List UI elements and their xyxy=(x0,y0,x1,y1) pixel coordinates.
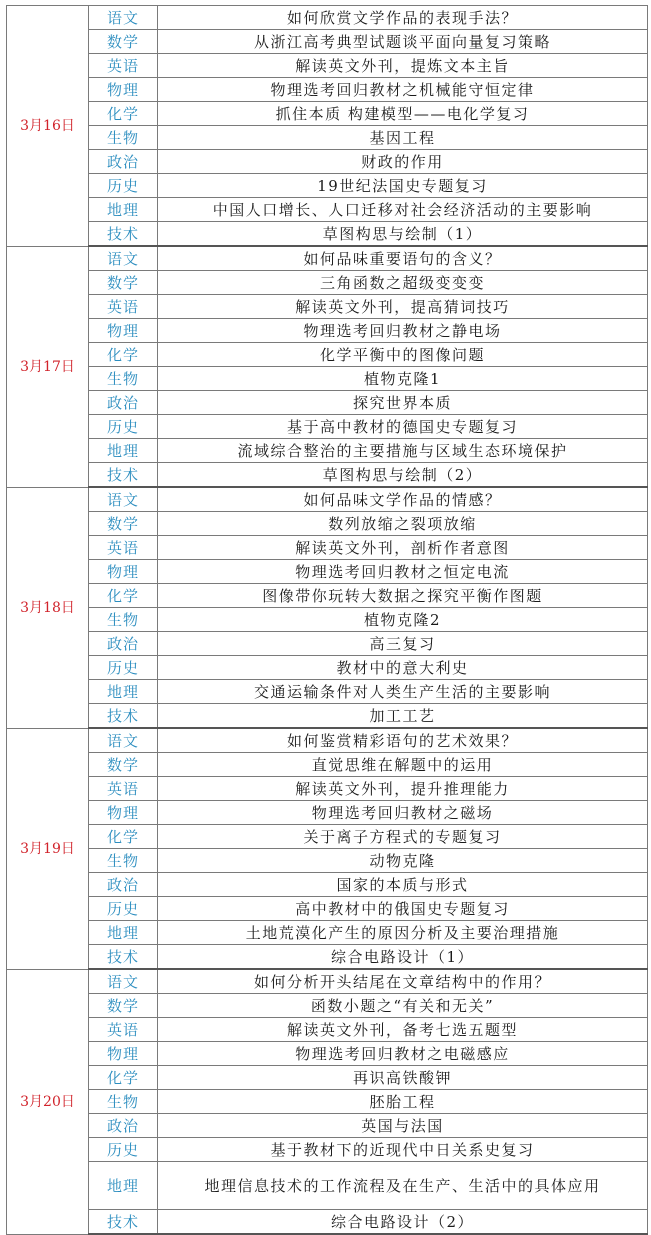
subject-cell-english: 英语 xyxy=(89,536,158,560)
topic-cell: 财政的作用 xyxy=(158,150,648,174)
subject-cell-technology: 技术 xyxy=(89,463,158,488)
topic-cell: 如何欣赏文学作品的表现手法？ xyxy=(158,6,648,30)
topic-cell: 解读英文外刊，剖析作者意图 xyxy=(158,536,648,560)
schedule-row xyxy=(7,680,648,704)
schedule-row xyxy=(7,1114,648,1138)
topic-cell: 解读英文外刊，备考七选五题型 xyxy=(158,1018,648,1042)
schedule-row xyxy=(7,873,648,897)
date-cell: 3月17日 xyxy=(7,246,89,487)
subject-cell-geography: 地理 xyxy=(89,439,158,463)
schedule-row xyxy=(7,512,648,536)
subject-cell-politics: 政治 xyxy=(89,632,158,656)
topic-cell: 草图构思与绘制（1） xyxy=(158,222,648,247)
topic-cell: 土地荒漠化产生的原因分析及主要治理措施 xyxy=(158,921,648,945)
topic-cell: 流域综合整治的主要措施与区域生态环境保护 xyxy=(158,439,648,463)
subject-cell-chinese: 语文 xyxy=(89,6,158,30)
subject-cell-history: 历史 xyxy=(89,897,158,921)
topic-cell: 物理选考回归教材之恒定电流 xyxy=(158,560,648,584)
topic-cell: 解读英文外刊，提炼文本主旨 xyxy=(158,54,648,78)
subject-cell-history: 历史 xyxy=(89,174,158,198)
subject-cell-math: 数学 xyxy=(89,271,158,295)
subject-cell-chemistry: 化学 xyxy=(89,1066,158,1090)
topic-cell: 图像带你玩转大数据之探究平衡作图题 xyxy=(158,584,648,608)
schedule-row xyxy=(7,897,648,921)
topic-cell: 如何品味文学作品的情感？ xyxy=(158,487,648,512)
subject-cell-politics: 政治 xyxy=(89,1114,158,1138)
subject-cell-chinese: 语文 xyxy=(89,246,158,271)
schedule-row xyxy=(7,560,648,584)
subject-cell-english: 英语 xyxy=(89,777,158,801)
topic-cell: 再识高铁酸钾 xyxy=(158,1066,648,1090)
topic-cell: 高中教材中的俄国史专题复习 xyxy=(158,897,648,921)
schedule-row xyxy=(7,608,648,632)
topic-cell: 解读英文外刊，提高猜词技巧 xyxy=(158,295,648,319)
topic-cell: 19世纪法国史专题复习 xyxy=(158,174,648,198)
schedule-row xyxy=(7,1066,648,1090)
subject-cell-chemistry: 化学 xyxy=(89,584,158,608)
subject-cell-politics: 政治 xyxy=(89,150,158,174)
schedule-row xyxy=(7,246,648,271)
schedule-row xyxy=(7,994,648,1018)
subject-cell-physics: 物理 xyxy=(89,801,158,825)
topic-cell: 物理选考回归教材之静电场 xyxy=(158,319,648,343)
topic-cell: 加工工艺 xyxy=(158,704,648,729)
subject-cell-physics: 物理 xyxy=(89,1042,158,1066)
topic-cell: 如何鉴赏精彩语句的艺术效果？ xyxy=(158,728,648,753)
subject-cell-history: 历史 xyxy=(89,656,158,680)
schedule-row xyxy=(7,54,648,78)
topic-cell: 数列放缩之裂项放缩 xyxy=(158,512,648,536)
subject-cell-technology: 技术 xyxy=(89,945,158,970)
topic-cell: 基因工程 xyxy=(158,126,648,150)
date-cell: 3月18日 xyxy=(7,487,89,728)
topic-cell: 从浙江高考典型试题谈平面向量复习策略 xyxy=(158,30,648,54)
schedule-row xyxy=(7,777,648,801)
subject-cell-chemistry: 化学 xyxy=(89,102,158,126)
topic-cell: 直觉思维在解题中的运用 xyxy=(158,753,648,777)
topic-cell: 草图构思与绘制（2） xyxy=(158,463,648,488)
subject-cell-geography: 地理 xyxy=(89,1162,158,1210)
topic-cell: 教材中的意大利史 xyxy=(158,656,648,680)
schedule-row xyxy=(7,391,648,415)
schedule-row xyxy=(7,102,648,126)
date-cell: 3月16日 xyxy=(7,6,89,247)
subject-cell-politics: 政治 xyxy=(89,873,158,897)
subject-cell-physics: 物理 xyxy=(89,560,158,584)
schedule-row xyxy=(7,801,648,825)
subject-cell-chinese: 语文 xyxy=(89,728,158,753)
topic-cell: 交通运输条件对人类生产生活的主要影响 xyxy=(158,680,648,704)
schedule-row xyxy=(7,536,648,560)
subject-cell-physics: 物理 xyxy=(89,319,158,343)
schedule-row xyxy=(7,656,648,680)
subject-cell-politics: 政治 xyxy=(89,391,158,415)
subject-cell-history: 历史 xyxy=(89,415,158,439)
topic-cell: 动物克隆 xyxy=(158,849,648,873)
subject-cell-physics: 物理 xyxy=(89,78,158,102)
subject-cell-geography: 地理 xyxy=(89,921,158,945)
subject-cell-math: 数学 xyxy=(89,753,158,777)
topic-cell: 胚胎工程 xyxy=(158,1090,648,1114)
schedule-row xyxy=(7,921,648,945)
schedule-row xyxy=(7,295,648,319)
schedule-row xyxy=(7,1210,648,1235)
schedule-row xyxy=(7,343,648,367)
topic-cell: 综合电路设计（1） xyxy=(158,945,648,970)
schedule-row xyxy=(7,849,648,873)
subject-cell-chinese: 语文 xyxy=(89,487,158,512)
subject-cell-technology: 技术 xyxy=(89,222,158,247)
topic-cell: 函数小题之“有关和无关” xyxy=(158,994,648,1018)
topic-cell: 基于高中教材的德国史专题复习 xyxy=(158,415,648,439)
subject-cell-math: 数学 xyxy=(89,512,158,536)
topic-cell: 如何分析开头结尾在文章结构中的作用？ xyxy=(158,969,648,994)
schedule-row xyxy=(7,728,648,753)
schedule-row xyxy=(7,222,648,247)
topic-cell: 物理选考回归教材之电磁感应 xyxy=(158,1042,648,1066)
topic-cell: 物理选考回归教材之机械能守恒定律 xyxy=(158,78,648,102)
schedule-row xyxy=(7,174,648,198)
topic-cell: 三角函数之超级变变变 xyxy=(158,271,648,295)
topic-cell: 综合电路设计（2） xyxy=(158,1210,648,1235)
schedule-row xyxy=(7,632,648,656)
schedule-row xyxy=(7,78,648,102)
subject-cell-technology: 技术 xyxy=(89,1210,158,1235)
schedule-row xyxy=(7,584,648,608)
schedule-row xyxy=(7,271,648,295)
schedule-row xyxy=(7,30,648,54)
schedule-row xyxy=(7,753,648,777)
topic-cell: 植物克隆2 xyxy=(158,608,648,632)
schedule-row xyxy=(7,1018,648,1042)
schedule-row xyxy=(7,415,648,439)
topic-cell: 中国人口增长、人口迁移对社会经济活动的主要影响 xyxy=(158,198,648,222)
subject-cell-biology: 生物 xyxy=(89,849,158,873)
schedule-row xyxy=(7,969,648,994)
date-cell: 3月20日 xyxy=(7,969,89,1234)
schedule-row xyxy=(7,1138,648,1162)
topic-cell: 化学平衡中的图像问题 xyxy=(158,343,648,367)
schedule-table xyxy=(6,5,648,1235)
topic-cell: 国家的本质与形式 xyxy=(158,873,648,897)
schedule-row xyxy=(7,6,648,30)
subject-cell-geography: 地理 xyxy=(89,680,158,704)
subject-cell-chinese: 语文 xyxy=(89,969,158,994)
subject-cell-english: 英语 xyxy=(89,295,158,319)
topic-cell: 解读英文外刊，提升推理能力 xyxy=(158,777,648,801)
schedule-row xyxy=(7,487,648,512)
subject-cell-technology: 技术 xyxy=(89,704,158,729)
schedule-row xyxy=(7,150,648,174)
topic-cell: 高三复习 xyxy=(158,632,648,656)
subject-cell-history: 历史 xyxy=(89,1138,158,1162)
topic-cell: 如何品味重要语句的含义？ xyxy=(158,246,648,271)
schedule-row xyxy=(7,319,648,343)
subject-cell-english: 英语 xyxy=(89,54,158,78)
date-cell: 3月19日 xyxy=(7,728,89,969)
schedule-row xyxy=(7,1090,648,1114)
topic-cell: 地理信息技术的工作流程及在生产、生活中的具体应用 xyxy=(158,1162,648,1210)
subject-cell-math: 数学 xyxy=(89,30,158,54)
schedule-row xyxy=(7,1042,648,1066)
schedule-row xyxy=(7,439,648,463)
topic-cell: 英国与法国 xyxy=(158,1114,648,1138)
schedule-row xyxy=(7,945,648,970)
topic-cell: 探究世界本质 xyxy=(158,391,648,415)
subject-cell-biology: 生物 xyxy=(89,608,158,632)
subject-cell-biology: 生物 xyxy=(89,126,158,150)
schedule-row xyxy=(7,825,648,849)
schedule-row xyxy=(7,704,648,729)
schedule-row xyxy=(7,367,648,391)
subject-cell-biology: 生物 xyxy=(89,367,158,391)
schedule-row xyxy=(7,463,648,488)
topic-cell: 物理选考回归教材之磁场 xyxy=(158,801,648,825)
subject-cell-chemistry: 化学 xyxy=(89,343,158,367)
schedule-body xyxy=(7,6,648,1235)
subject-cell-english: 英语 xyxy=(89,1018,158,1042)
topic-cell: 基于教材下的近现代中日关系史复习 xyxy=(158,1138,648,1162)
schedule-row xyxy=(7,1162,648,1210)
topic-cell: 关于离子方程式的专题复习 xyxy=(158,825,648,849)
schedule-row xyxy=(7,126,648,150)
subject-cell-biology: 生物 xyxy=(89,1090,158,1114)
subject-cell-geography: 地理 xyxy=(89,198,158,222)
subject-cell-chemistry: 化学 xyxy=(89,825,158,849)
subject-cell-math: 数学 xyxy=(89,994,158,1018)
topic-cell: 抓住本质 构建模型——电化学复习 xyxy=(158,102,648,126)
schedule-row xyxy=(7,198,648,222)
topic-cell: 植物克隆1 xyxy=(158,367,648,391)
